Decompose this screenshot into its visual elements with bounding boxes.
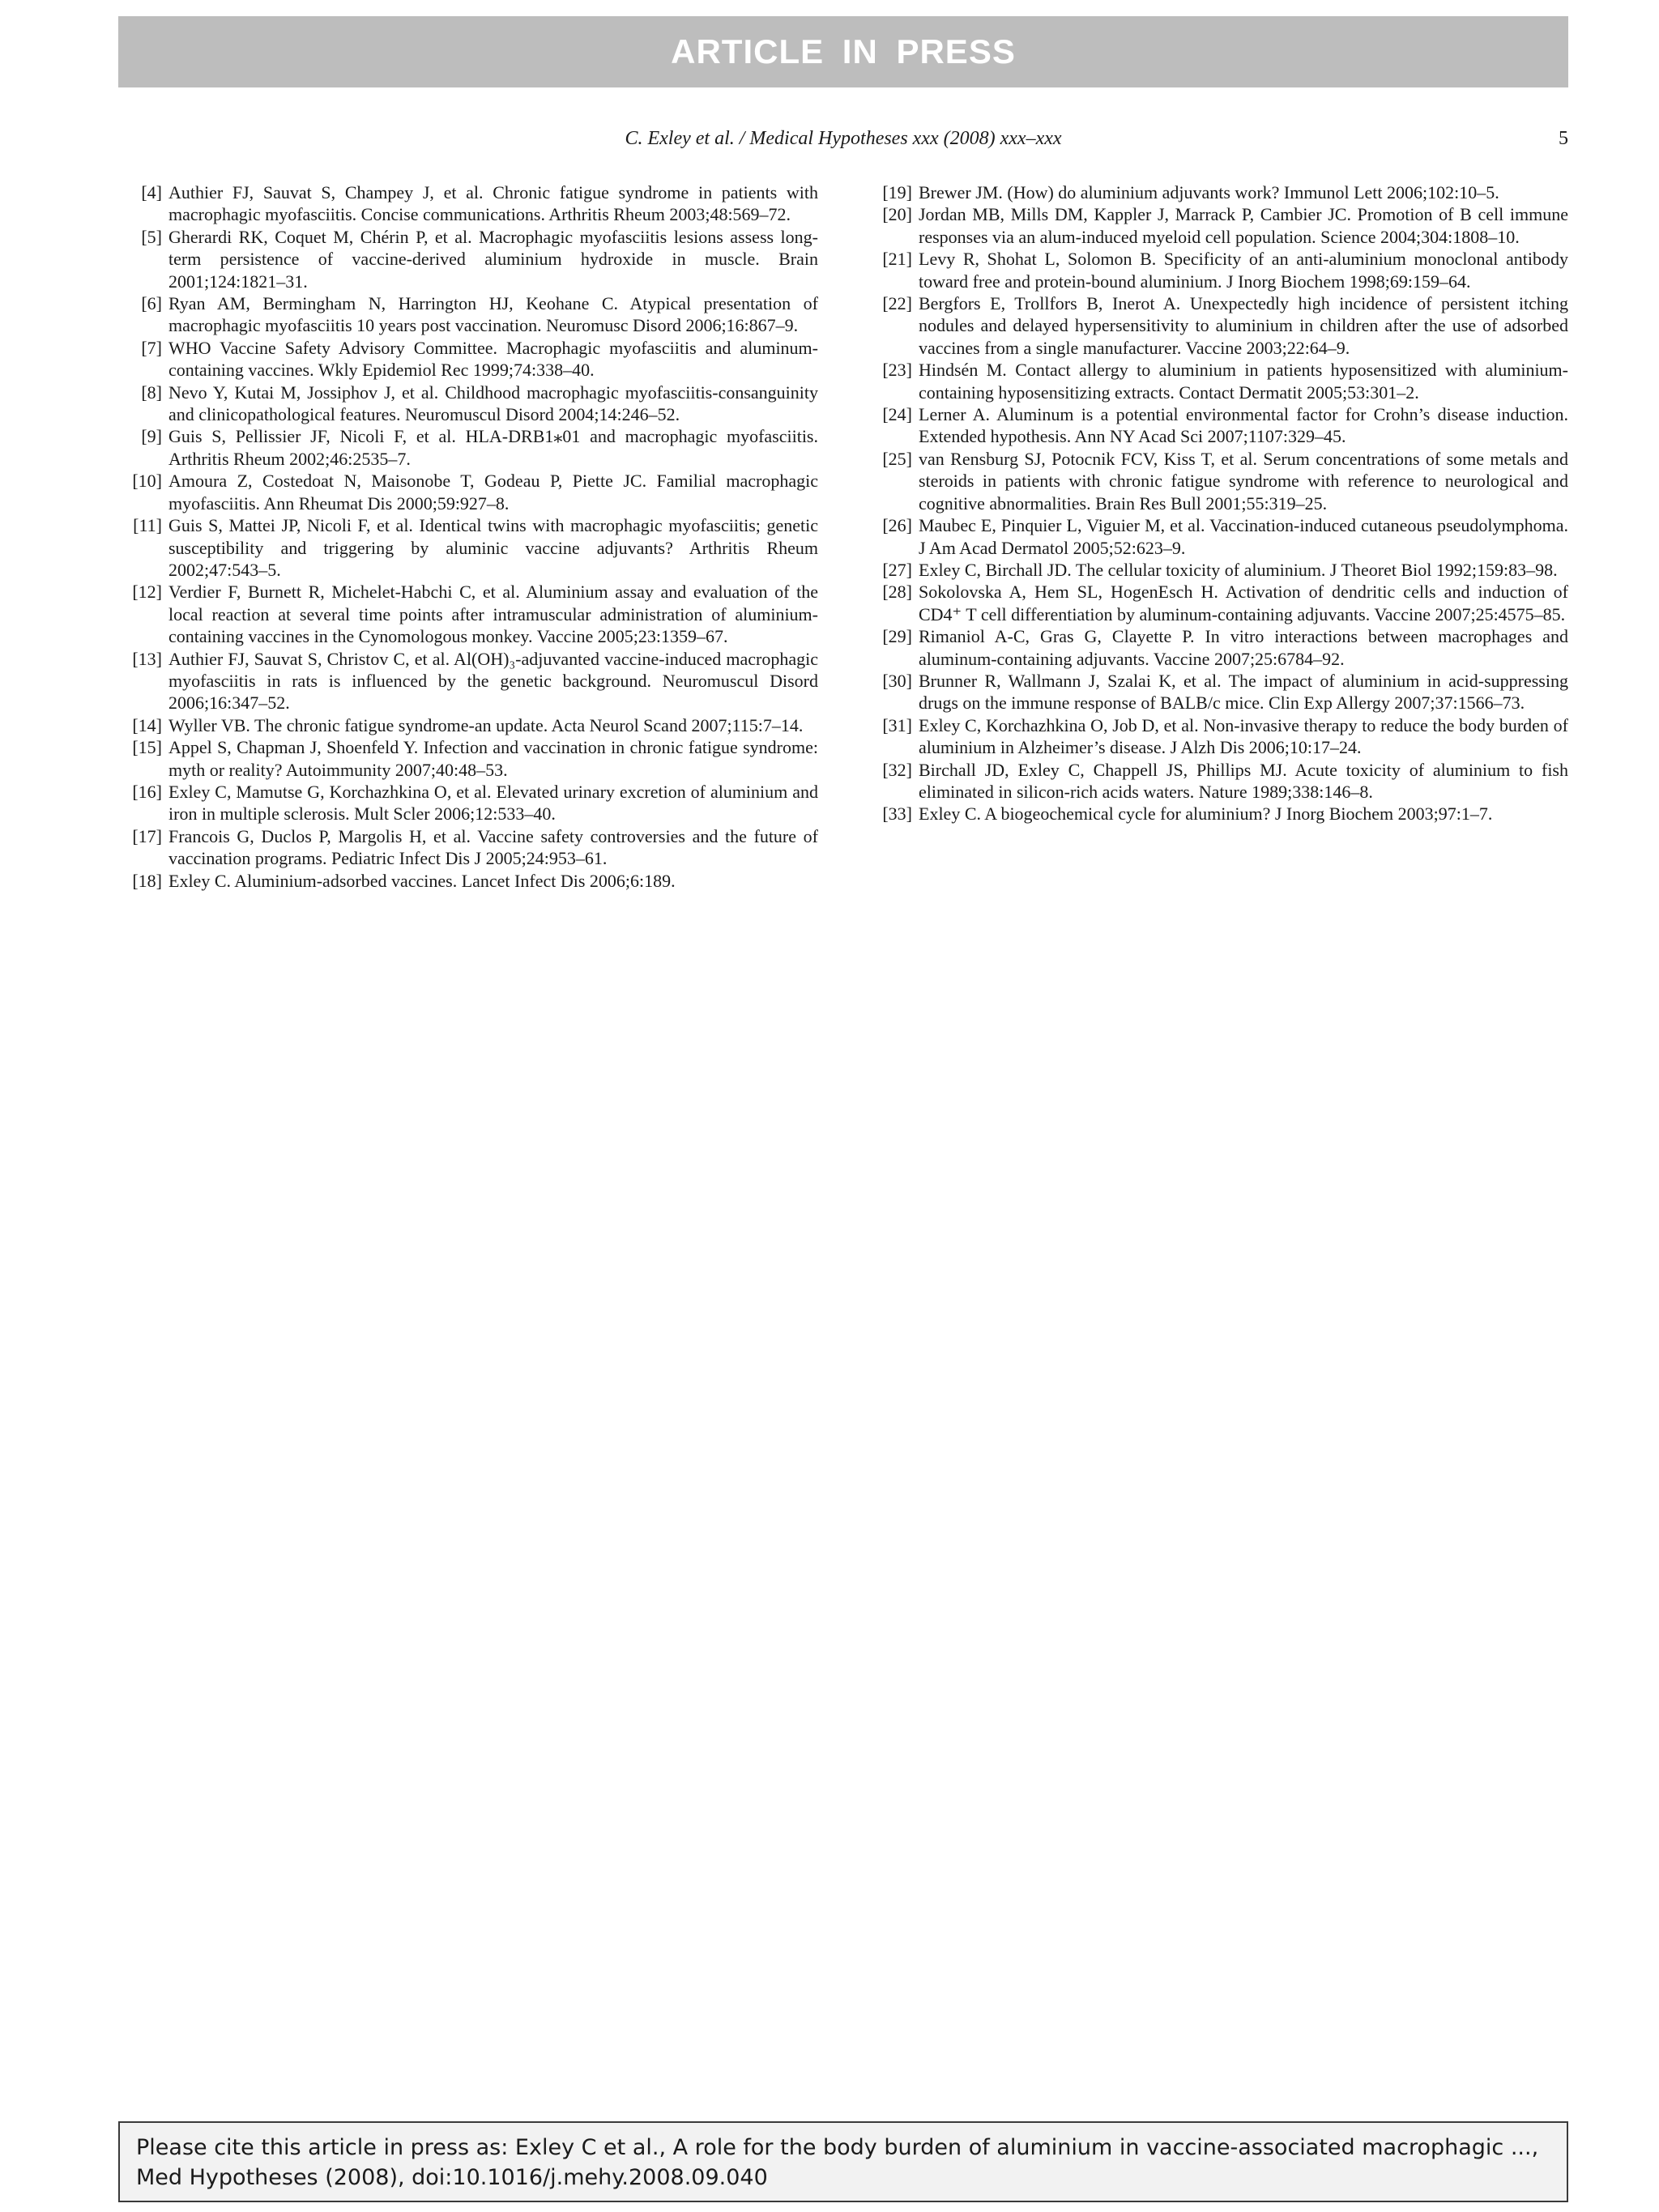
reference-text: Brunner R, Wallmann J, Szalai K, et al. The impact of aluminium in acid-suppressing drugs on the immune response of BALB/c mice. Clin Exp Allergy 2007;37:1566–73. (919, 670, 1568, 714)
reference-item (118, 470, 818, 514)
reference-text: Hindsén M. Contact allergy to aluminium in patients hyposensitized with aluminium-containing hyposensitizing extracts. Contact Dermatit 2005;53:301–2. (919, 360, 1568, 403)
reference-number: [12] (132, 582, 162, 603)
reference-number: [22] (882, 293, 912, 314)
reference-number: [6] (141, 293, 162, 314)
reference-text: Rimaniol A-C, Gras G, Clayette P. In vitro interactions between macrophages and aluminum-containing adjuvants. Vaccine 2007;25:6784–92. (919, 626, 1568, 669)
citation-text: Please cite this article in press as: Exley C et al., A role for the body burden of aluminium in vaccine-associated macrophagic ..., Med Hypotheses (2008), doi:10.1016/j.mehy.2008.09.040 (136, 2135, 1539, 2190)
reference-text: Lerner A. Aluminum is a potential environmental factor for Crohn’s disease induction. Extended hypothesis. Ann NY Acad Sci 2007;1107:329–45. (919, 404, 1568, 447)
reference-number: [14] (132, 714, 162, 735)
reference-number: [9] (141, 426, 162, 447)
reference-number: [31] (882, 714, 912, 735)
reference-item (868, 670, 1568, 714)
reference-item (118, 781, 818, 825)
reference-text: Sokolovska A, Hem SL, HogenEsch H. Activation of dendritic cells and induction of CD4⁺ T cell differentiation by aluminum-containing adjuvants. Vaccine 2007;25:4575–85. (919, 582, 1568, 624)
reference-text: Nevo Y, Kutai M, Jossiphov J, et al. Childhood macrophagic myofasciitis-consanguinity and clinicopathological features. Neuromuscul Disord 2004;14:246–52. (168, 381, 818, 425)
reference-number: [11] (133, 515, 162, 536)
references-left-column (118, 181, 818, 892)
reference-number: [30] (882, 670, 912, 691)
reference-item (118, 870, 818, 892)
reference-item (868, 559, 1568, 581)
reference-item (868, 403, 1568, 448)
reference-number: [19] (882, 182, 912, 202)
reference-item (118, 648, 818, 714)
reference-text: Exley C. A biogeochemical cycle for aluminium? J Inorg Biochem 2003;97:1–7. (919, 803, 1493, 825)
reference-text: Bergfors E, Trollfors B, Inerot A. Unexpectedly high incidence of persistent itching nodules and delayed hypersensitivity to aluminium in children after the use of adsorbed vaccines from a single manufacturer. Vaccine 2003;22:64–9. (919, 293, 1568, 358)
reference-item (868, 448, 1568, 514)
reference-number: [5] (141, 226, 162, 247)
reference-item (118, 581, 818, 647)
reference-item (118, 226, 818, 292)
reference-item (868, 203, 1568, 248)
page-number: 5 (1559, 128, 1568, 149)
reference-text: Exley C, Birchall JD. The cellular toxicity of aluminium. J Theoret Biol 1992;159:83–98. (919, 559, 1558, 580)
reference-item (118, 337, 818, 381)
citation-box (118, 2121, 1568, 2202)
reference-number: [28] (882, 582, 912, 603)
reference-text: Francois G, Duclos P, Margolis H, et al. Vaccine safety controversies and the future of vaccination programs. Pediatric Infect Dis J 2005;24:953–61. (168, 825, 818, 869)
reference-number: [23] (882, 360, 912, 381)
reference-number: [20] (882, 204, 912, 225)
running-head-title: C. Exley et al. / Medical Hypotheses xxx (2008) xxx–xxx (625, 128, 1062, 149)
reference-number: [27] (882, 559, 912, 580)
reference-item (118, 292, 818, 337)
reference-text: Birchall JD, Exley C, Chappell JS, Phillips MJ. Acute toxicity of aluminium to fish eliminated in silicon-rich acids waters. Nature 1989;338:146–8. (919, 759, 1568, 802)
reference-number: [29] (882, 626, 912, 647)
reference-number: [24] (882, 404, 912, 425)
reference-text: Wyller VB. The chronic fatigue syndrome-an update. Acta Neurol Scand 2007;115:7–14. (168, 714, 804, 735)
reference-item (118, 514, 818, 581)
reference-number: [18] (132, 870, 162, 891)
reference-item (118, 714, 818, 736)
reference-item (118, 181, 818, 226)
reference-text: Ryan AM, Bermingham N, Harrington HJ, Keohane C. Atypical presentation of macrophagic myofasciitis 10 years post vaccination. Neuromusc Disord 2006;16:867–9. (168, 293, 818, 336)
reference-number: [8] (141, 381, 162, 403)
reference-text: Authier FJ, Sauvat S, Christov C, et al. Al(OH)₃-adjuvanted vaccine-induced macrophagic myofasciitis in rats is influenced by the genetic background. Neuromuscul Disord 2006;16:347–52. (168, 648, 818, 714)
reference-item (118, 825, 818, 870)
reference-number: [7] (141, 337, 162, 358)
reference-text: Guis S, Pellissier JF, Nicoli F, et al. HLA-DRB1⁎01 and macrophagic myofasciitis. Arthritis Rheum 2002;46:2535–7. (168, 426, 818, 469)
reference-item (868, 248, 1568, 292)
reference-text: Exley C. Aluminium-adsorbed vaccines. Lancet Infect Dis 2006;6:189. (168, 870, 676, 891)
reference-text: Levy R, Shohat L, Solomon B. Specificity of an anti-aluminium monoclonal antibody toward free and protein-bound aluminium. J Inorg Biochem 1998;69:159–64. (919, 249, 1568, 292)
reference-item (868, 359, 1568, 403)
references-right-column (868, 181, 1568, 825)
reference-item (868, 714, 1568, 759)
reference-number: [16] (132, 781, 162, 802)
reference-item (118, 381, 818, 426)
reference-number: [26] (882, 515, 912, 536)
reference-item (868, 514, 1568, 559)
reference-item (868, 181, 1568, 203)
reference-text: Gherardi RK, Coquet M, Chérin P, et al. Macrophagic myofasciitis lesions assess long-term persistence of vaccine-derived aluminium hydroxide in muscle. Brain 2001;124:1821–31. (168, 226, 818, 292)
reference-number: [4] (141, 182, 162, 202)
reference-text: Maubec E, Pinquier L, Viguier M, et al. Vaccination-induced cutaneous pseudolymphoma. J Am Acad Dermatol 2005;52:623–9. (919, 515, 1568, 558)
reference-text: Authier FJ, Sauvat S, Champey J, et al. Chronic fatigue syndrome in patients with macrophagic myofasciitis. Concise communications. Arthritis Rheum 2003;48:569–72. (168, 182, 818, 225)
reference-text: van Rensburg SJ, Potocnik FCV, Kiss T, et al. Serum concentrations of some metals and steroids in patients with chronic fatigue syndrome with reference to neurological and cognitive abnormalities. Brain Res Bull 2001;55:319–25. (919, 448, 1568, 514)
reference-item (868, 292, 1568, 359)
reference-item (868, 581, 1568, 625)
reference-item (118, 425, 818, 470)
reference-number: [32] (882, 759, 912, 780)
reference-text: Brewer JM. (How) do aluminium adjuvants work? Immunol Lett 2006;102:10–5. (919, 182, 1499, 202)
reference-text: Appel S, Chapman J, Shoenfeld Y. Infection and vaccination in chronic fatigue syndrome: myth or reality? Autoimmunity 2007;40:48–53. (168, 737, 818, 780)
reference-number: [13] (132, 648, 162, 669)
reference-text: Jordan MB, Mills DM, Kappler J, Marrack P, Cambier JC. Promotion of B cell immune responses via an alum-induced myeloid cell population. Science 2004;304:1808–10. (919, 204, 1568, 247)
reference-text: Exley C, Mamutse G, Korchazhkina O, et al. Elevated urinary excretion of aluminium and iron in multiple sclerosis. Mult Scler 2006;12:533–40. (168, 781, 818, 825)
reference-text: Verdier F, Burnett R, Michelet-Habchi C, et al. Aluminium assay and evaluation of the local reaction at several time points after intramuscular administration of aluminium-containing vaccines in the Cynomologous monkey. Vaccine 2005;23:1359–67. (168, 582, 818, 647)
reference-text: WHO Vaccine Safety Advisory Committee. Macrophagic myofasciitis and aluminum-containing vaccines. Wkly Epidemiol Rec 1999;74:338–40. (168, 337, 818, 381)
reference-text: Amoura Z, Costedoat N, Maisonobe T, Godeau P, Piette JC. Familial macrophagic myofasciitis. Ann Rheumat Dis 2000;59:927–8. (168, 471, 818, 514)
reference-text: Exley C, Korchazhkina O, Job D, et al. Non-invasive therapy to reduce the body burden of aluminium in Alzheimer’s disease. J Alzh Dis 2006;10:17–24. (919, 714, 1568, 758)
reference-item (868, 803, 1568, 825)
running-head (118, 128, 1568, 156)
article-in-press-banner (118, 16, 1568, 87)
reference-number: [33] (882, 803, 912, 825)
banner-text: ARTICLE IN PRESS (671, 32, 1016, 70)
reference-item (868, 759, 1568, 803)
reference-number: [25] (882, 448, 912, 469)
reference-text: Guis S, Mattei JP, Nicoli F, et al. Identical twins with macrophagic myofasciitis; genetic susceptibility and triggering by aluminic vaccine adjuvants? Arthritis Rheum 2002;47:543–5. (168, 515, 818, 580)
reference-number: [17] (132, 825, 162, 846)
reference-item (868, 625, 1568, 670)
reference-number: [15] (132, 737, 162, 758)
reference-item (118, 736, 818, 781)
reference-number: [21] (882, 249, 912, 270)
reference-number: [10] (132, 471, 162, 492)
